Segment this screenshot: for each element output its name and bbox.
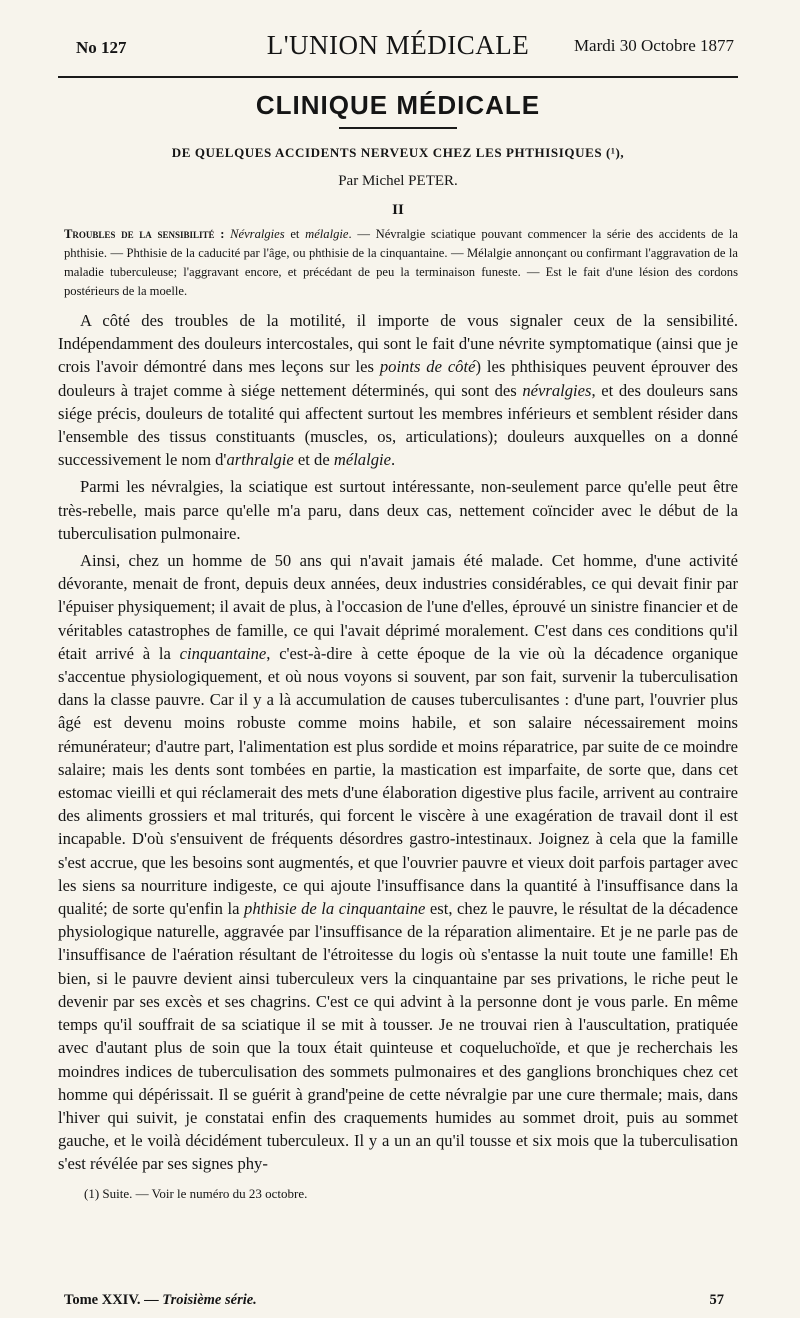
- p3-italic-d: phthisie de la cinquantaine: [244, 899, 426, 919]
- volume-folio: [64, 1292, 257, 1309]
- summary-text-4: . — Névralgie sciatique pouvant commencer la série des accidents de la phthisie. — Phthisie de la caducité par l'âge, ou phthisie de la cinquantaine. — Mélalgie annonçant ou confirmant l'aggravation de la maladie tuberculeuse; l'aggravant encore, et précédant de peu la terminaison funeste. — Est le fait d'une lésion des cordons postérieurs de la moelle.: [64, 227, 738, 298]
- article-body: [58, 309, 738, 1176]
- p1-italic-d: névralgies: [522, 380, 592, 400]
- issue-number: No 127: [76, 38, 127, 57]
- issue-date: Mardi 30 Octobre 1877: [573, 36, 734, 55]
- p1-text-e: , et des douleurs sans siége précis, douleurs de totalité qui affectent surtout les membres inférieurs et semblent résider dans l'ensemble des tissus constituants (muscles, os, articulations); douleurs auxquelles on a donné successivement le nom d': [58, 380, 738, 470]
- paragraph-2: Parmi les névralgies, la sciatique est surtout intéressante, non-seulement parce qu'elle peut être très-rebelle, mais parce qu'elle m'a paru, dans deux cas, nettement coïncider avec le début de la tuberculisation pulmonaire.: [58, 477, 738, 543]
- page-content: [58, 28, 738, 1202]
- section-title: CLINIQUE MÉDICALE: [255, 90, 541, 120]
- p1-text-i: .: [390, 450, 396, 470]
- summary-text-2: et: [284, 227, 306, 241]
- p1-italic-b: points de côté: [379, 357, 476, 377]
- p1-text-g: et de: [293, 450, 334, 470]
- journal-title: L'UNION MÉDICALE: [266, 30, 530, 60]
- summary-italic-1: Névralgies: [224, 227, 285, 241]
- article-summary: [58, 225, 738, 301]
- series-label: Troisième série.: [162, 1292, 257, 1308]
- p3-text-e: est, chez le pauvre, le résultat de la décadence physiologique naturelle, aggravée par l'insuffisance de la réparation alimentaire. Et je ne parle pas de l'insuffisance de l'aération résultant de l'étroitesse du logis où s'entasse la nuit toute une famille! Eh bien, si le pauvre devient ainsi tuberculeux vers la cinquantaine par ses privations, le riche peut le devenir par ses excès et ses chagrins. C'est ce qui advint à la personne dont je vous parle. En même temps qu'il souffrait de sa sciatique il se mit à tousser. Je ne trouvai rien à l'auscultation, pratiquée avec d'autant plus de soin que la toux était quinteuse et coqueluchoïde, et que je recherchais les moindres indices de tuberculisation des sommets pulmonaires et des ganglions bronchiques chez cet homme qui dépérissait. Il se guérit à grand'peine de cette névralgie par une cure thermale; mais, dans l'hiver qui suivit, je constatai enfin des craquements humides au sommet droit, puis au sommet gauche, et le voilà décidément tuberculeux. Il y a un an qu'il tousse et six mois que la tuberculisation s'est révélée par ses signes phy-: [58, 899, 738, 1174]
- tome-label: Tome XXIV. —: [64, 1292, 163, 1308]
- paragraph-1: [58, 309, 738, 471]
- p3-text-c: , c'est-à-dire à cette époque de la vie où la décadence organique s'accentue physiologiquement, et où nous voyons si souvent, par son fait, survenir la tuberculisation dans la classe pauvre. Car il y a là accumulation de causes tuberculisantes : d'une part, l'ouvrier plus âgé est devenu moins robuste comme moins habile, et son salaire nécessairement moins rémunérateur; d'autre part, l'alimentation est plus sordide et moins réparatrice, par suite de ce moindre salaire; mais les dents sont tombées en partie, la mastication est imparfaite, de sorte que, dans cet estomac vieilli et qui réclamerait des mets d'une élaboration digestive plus facile, arrivent au contraire des aliments grossiers et mal triturés, qui forcent le viscère à une exagération de travail dont il est incapable. D'où s'ensuivent de fréquents désordres gastro-intestinaux. Joignez à cela que la famille s'est accrue, que les besoins sont augmentés, et que l'ouvrier pauvre et vieux doit parfois partager avec les siens sa nourriture indigeste, ce qui ajoute l'insuffisance dans la quantité à l'insuffisance dans la qualité; de sorte qu'enfin la: [58, 643, 739, 919]
- article-author: Par Michel PETER.: [338, 173, 458, 189]
- article-title: DE QUELQUES ACCIDENTS NERVEUX CHEZ LES PHTHISIQUES (¹),: [171, 145, 625, 160]
- p1-text-a: A côté des troubles de la motilité, il importe de vous signaler ceux de la sensibilité. Indépendamment des douleurs intercostales, qui sont le fait d'une névrite symptomatique (ainsi que je crois l'avoir démontré dans mes leçons sur les: [58, 311, 738, 377]
- paragraph-3: [58, 549, 738, 1175]
- p3-italic-b: cinquantaine: [179, 643, 267, 663]
- p1-italic-h: mélalgie: [333, 450, 391, 470]
- summary-italic-2: mélalgie: [305, 227, 349, 241]
- summary-lead: Troubles de la sensibilité :: [64, 227, 225, 241]
- p3-text-a: Ainsi, chez un homme de 50 ans qui n'avait jamais été malade. Cet homme, d'une activité dévorante, menait de front, depuis deux années, deux industries considérables, ce qui devait finir par l'épuiser physiquement; il avait de plus, à l'occasion de l'une d'elles, éprouvé un sinistre financier et de véritables catastrophes de famille, ce qui l'avait déprimé moralement. C'est dans ces conditions qu'il était arrivé à la: [58, 551, 738, 663]
- p1-italic-f: arthralgie: [226, 450, 294, 470]
- page-number: 57: [709, 1292, 724, 1308]
- part-number: II: [392, 202, 404, 218]
- footnote: (1) Suite. — Voir le numéro du 23 octobre.: [84, 1185, 308, 1201]
- section-title-rule: [339, 127, 457, 129]
- p1-text-c: ) les phthisiques peuvent éprouver des douleurs à trajet comme à siége nettement déterminés, qui sont des: [58, 357, 738, 400]
